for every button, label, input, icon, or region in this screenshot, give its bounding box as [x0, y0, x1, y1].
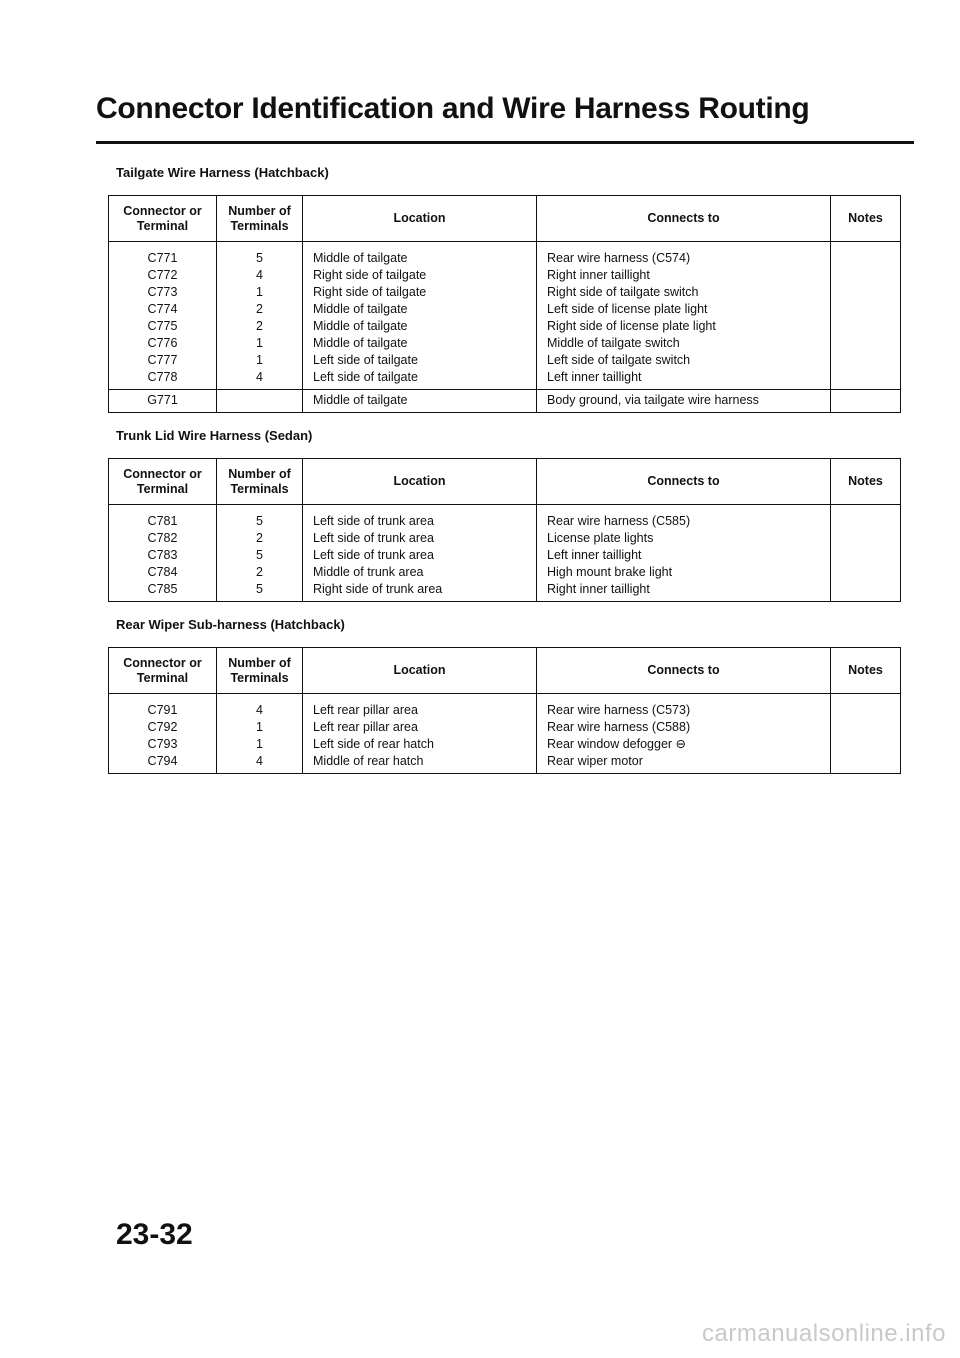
connector-cell: C784 — [109, 564, 217, 581]
terminals-cell: 5 — [217, 242, 303, 268]
connector-cell: C775 — [109, 318, 217, 335]
connects-to-cell: Right inner taillight — [537, 581, 831, 602]
notes-cell — [831, 352, 901, 369]
location-cell: Middle of trunk area — [303, 564, 537, 581]
table-row — [109, 581, 901, 602]
header-row — [109, 196, 901, 242]
page-title: Connector Identification and Wire Harness Routing — [96, 92, 810, 125]
header-terminals-line1: Number of — [228, 655, 291, 670]
connector-cell: C778 — [109, 369, 217, 390]
connects-to-cell: Rear wire harness (C573) — [537, 694, 831, 720]
notes-cell — [831, 369, 901, 390]
header-connects-to: Connects to — [537, 459, 831, 505]
connects-to-cell: Rear wiper motor — [537, 753, 831, 774]
header-terminals-line1: Number of — [228, 203, 291, 218]
connector-cell: C791 — [109, 694, 217, 720]
connects-to-cell: Right inner taillight — [537, 267, 831, 284]
location-cell: Left rear pillar area — [303, 694, 537, 720]
connector-cell: C792 — [109, 719, 217, 736]
header-connects-to: Connects to — [537, 648, 831, 694]
location-cell: Middle of tailgate — [303, 335, 537, 352]
header-connector-line1: Connector or — [123, 203, 202, 218]
terminals-cell — [217, 390, 303, 413]
table-row — [109, 267, 901, 284]
table-row — [109, 335, 901, 352]
table-row — [109, 753, 901, 774]
location-cell: Middle of tailgate — [303, 390, 537, 413]
connects-to-cell: Right side of tailgate switch — [537, 284, 831, 301]
connects-to-cell: Middle of tailgate switch — [537, 335, 831, 352]
connector-cell: C794 — [109, 753, 217, 774]
notes-cell — [831, 694, 901, 720]
connects-to-cell: Left inner taillight — [537, 547, 831, 564]
title-rule — [96, 141, 914, 144]
connects-to-cell: High mount brake light — [537, 564, 831, 581]
table-row — [109, 352, 901, 369]
connector-cell: C776 — [109, 335, 217, 352]
connector-cell: C773 — [109, 284, 217, 301]
table-row — [109, 564, 901, 581]
header-connector-line2: Terminal — [136, 481, 189, 496]
header-terminals — [217, 196, 303, 242]
table-row — [109, 530, 901, 547]
table-row — [109, 719, 901, 736]
terminals-cell: 1 — [217, 284, 303, 301]
connects-to-cell: Body ground, via tailgate wire harness — [537, 390, 831, 413]
table-row — [109, 736, 901, 753]
table-row — [109, 694, 901, 720]
connector-cell: C785 — [109, 581, 217, 602]
connects-to-cell: Right side of license plate light — [537, 318, 831, 335]
terminals-cell: 2 — [217, 301, 303, 318]
location-cell: Right side of tailgate — [303, 284, 537, 301]
terminals-cell: 1 — [217, 719, 303, 736]
location-cell: Right side of trunk area — [303, 581, 537, 602]
table-row — [109, 547, 901, 564]
header-connector — [109, 196, 217, 242]
header-connector-line2: Terminal — [136, 218, 189, 233]
location-cell: Left side of tailgate — [303, 369, 537, 390]
connector-cell: C771 — [109, 242, 217, 268]
notes-cell — [831, 284, 901, 301]
location-cell: Left side of trunk area — [303, 547, 537, 564]
table-row — [109, 369, 901, 390]
watermark: carmanualsonline.info — [702, 1320, 946, 1347]
table-row — [109, 505, 901, 531]
header-location: Location — [303, 648, 537, 694]
header-terminals-line1: Number of — [228, 466, 291, 481]
connector-cell: C783 — [109, 547, 217, 564]
location-cell: Left rear pillar area — [303, 719, 537, 736]
notes-cell — [831, 547, 901, 564]
location-cell: Right side of tailgate — [303, 267, 537, 284]
header-terminals-line2: Terminals — [230, 481, 289, 496]
location-cell: Left side of trunk area — [303, 505, 537, 531]
header-terminals — [217, 648, 303, 694]
harness-table — [108, 647, 901, 774]
terminals-cell: 5 — [217, 547, 303, 564]
connector-cell: G771 — [109, 390, 217, 413]
header-connector — [109, 459, 217, 505]
notes-cell — [831, 564, 901, 581]
terminals-cell: 2 — [217, 530, 303, 547]
harness-section — [108, 617, 900, 774]
terminals-cell: 1 — [217, 335, 303, 352]
connector-cell: C772 — [109, 267, 217, 284]
page-number: 23-32 — [116, 1218, 193, 1251]
table-row — [109, 390, 901, 413]
notes-cell — [831, 301, 901, 318]
connects-to-cell: Rear wire harness (C588) — [537, 719, 831, 736]
header-connects-to: Connects to — [537, 196, 831, 242]
connects-to-cell: Left inner taillight — [537, 369, 831, 390]
connects-to-cell: Left side of tailgate switch — [537, 352, 831, 369]
location-cell: Left side of trunk area — [303, 530, 537, 547]
notes-cell — [831, 581, 901, 602]
notes-cell — [831, 753, 901, 774]
header-location: Location — [303, 196, 537, 242]
notes-cell — [831, 318, 901, 335]
location-cell: Middle of rear hatch — [303, 753, 537, 774]
harness-section — [108, 428, 900, 602]
connector-cell: C782 — [109, 530, 217, 547]
location-cell: Middle of tailgate — [303, 242, 537, 268]
section-title: Tailgate Wire Harness (Hatchback) — [116, 165, 329, 180]
notes-cell — [831, 719, 901, 736]
notes-cell — [831, 390, 901, 413]
harness-section — [108, 165, 900, 413]
section-title: Rear Wiper Sub-harness (Hatchback) — [116, 617, 345, 632]
notes-cell — [831, 736, 901, 753]
terminals-cell: 4 — [217, 694, 303, 720]
connects-to-cell: Rear wire harness (C585) — [537, 505, 831, 531]
connector-cell: C774 — [109, 301, 217, 318]
notes-cell — [831, 335, 901, 352]
location-cell: Left side of tailgate — [303, 352, 537, 369]
location-cell: Middle of tailgate — [303, 301, 537, 318]
header-terminals — [217, 459, 303, 505]
terminals-cell: 1 — [217, 736, 303, 753]
table-row — [109, 318, 901, 335]
table-row — [109, 284, 901, 301]
connector-cell: C777 — [109, 352, 217, 369]
notes-cell — [831, 242, 901, 268]
terminals-cell: 4 — [217, 753, 303, 774]
connects-to-cell: License plate lights — [537, 530, 831, 547]
header-connector-line2: Terminal — [136, 670, 189, 685]
terminals-cell: 4 — [217, 369, 303, 390]
terminals-cell: 2 — [217, 318, 303, 335]
notes-cell — [831, 530, 901, 547]
section-title: Trunk Lid Wire Harness (Sedan) — [116, 428, 313, 443]
connects-to-cell: Rear window defogger ⊖ — [537, 736, 831, 753]
connector-cell: C781 — [109, 505, 217, 531]
terminals-cell: 5 — [217, 505, 303, 531]
header-notes: Notes — [831, 196, 901, 242]
header-connector — [109, 648, 217, 694]
header-connector-line1: Connector or — [123, 655, 202, 670]
table-row — [109, 301, 901, 318]
header-connector-line1: Connector or — [123, 466, 202, 481]
harness-table — [108, 195, 901, 413]
header-row — [109, 459, 901, 505]
terminals-cell: 4 — [217, 267, 303, 284]
location-cell: Left side of rear hatch — [303, 736, 537, 753]
connects-to-cell: Rear wire harness (C574) — [537, 242, 831, 268]
header-notes: Notes — [831, 459, 901, 505]
table-row — [109, 242, 901, 268]
harness-table — [108, 458, 901, 602]
connects-to-cell: Left side of license plate light — [537, 301, 831, 318]
terminals-cell: 1 — [217, 352, 303, 369]
header-location: Location — [303, 459, 537, 505]
notes-cell — [831, 267, 901, 284]
terminals-cell: 2 — [217, 564, 303, 581]
terminals-cell: 5 — [217, 581, 303, 602]
connector-cell: C793 — [109, 736, 217, 753]
header-terminals-line2: Terminals — [230, 218, 289, 233]
location-cell: Middle of tailgate — [303, 318, 537, 335]
header-notes: Notes — [831, 648, 901, 694]
notes-cell — [831, 505, 901, 531]
header-terminals-line2: Terminals — [230, 670, 289, 685]
header-row — [109, 648, 901, 694]
